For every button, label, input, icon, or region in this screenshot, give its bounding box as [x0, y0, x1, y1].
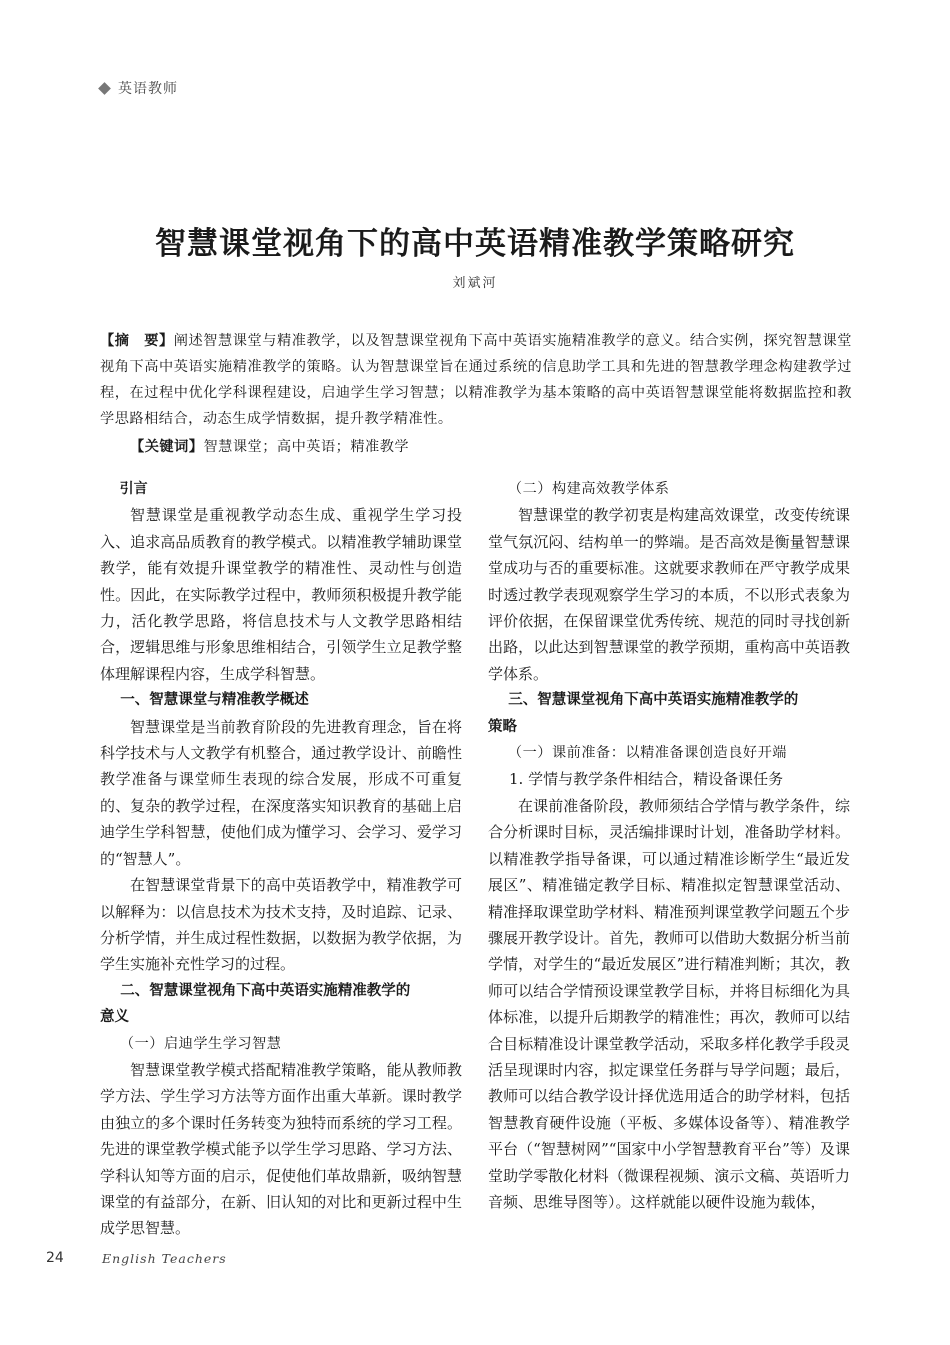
section-label: 英语教师 — [118, 81, 178, 97]
section1-paragraph-2: 在智慧课堂背景下的高中英语教学中，精准教学可以解释为：以信息技术为技术支持，及时追踪、记录、分析学情，并生成过程性数据，以数据为教学依据，为学生实施补充性学习的过程。 — [100, 876, 462, 974]
section2-heading: 二、智慧课堂视角下高中英语实施精准教学的 — [120, 982, 411, 999]
section2-subheading-1: （一）启迪学生学习智慧 — [119, 1035, 282, 1052]
section3-item-1: 1. 学情与教学条件相结合，精设备课任务 — [509, 770, 784, 789]
intro-paragraph: 智慧课堂是重视教学动态生成、重视学生学习投入、追求高品质教育的教学模式。以精准教学辅助课堂教学，能有效提升课堂教学的精准性、灵动性与创造性。因此，在实际教学过程中，教师须积极提升教学能力，活化教学思路，将信息技术与人文教学思路相结合，逻辑思维与形象思维相结合，引领学生立足教学整体理解课程内容，生成学科智慧。 — [100, 506, 462, 683]
section1-paragraph-1: 智慧课堂是当前教育阶段的先进教育理念，旨在将科学技术与人文教学有机整合，通过教学设计、前瞻性教学准备与课堂师生表现的综合发展，形成不可重复的、复杂的教学过程，在深度落实知识教育的基础上启迪学生学科智慧，使他们成为懂学习、会学习、爱学习的“智慧人”。 — [100, 717, 462, 868]
section2-heading-cont: 意义 — [100, 1009, 129, 1026]
section2-sub1-paragraph: 智慧课堂教学模式搭配精准教学策略，能从教师教学方法、学生学习方法等方面作出重大革新。课时教学由独立的多个课时任务转变为独特而系统的学习工程。先进的课堂教学模式能予以学生学习思路、学习方法、学科认知等方面的启示，促使他们革故鼎新，吸纳智慧课堂的有益部分，在新、旧认知的对比和更新过程中生成学思智慧。 — [100, 1060, 462, 1238]
abstract-label: 【摘 要】 — [100, 333, 174, 349]
abstract — [100, 328, 852, 432]
keywords-label: 【关键词】 — [130, 439, 204, 455]
section3-heading-cont: 策略 — [488, 718, 517, 735]
intro-heading: 引言 — [119, 481, 148, 497]
keywords-text: 智慧课堂；高中英语；精准教学 — [203, 439, 410, 455]
section3-subheading-1: （一）课前准备：以精准备课创造良好开端 — [507, 745, 787, 762]
page-number: 24 — [46, 1250, 64, 1266]
section3-sub1-paragraph: 在课前准备阶段，教师须结合学情与教学条件，综合分析课时目标，灵活编排课时计划，准备助学材料。以精准教学指导备课，可以通过精准诊断学生“最近发展区”、精准锚定教学目标、精准拟定智慧课堂活动、精准择取课堂助学材料、精准预判课堂教学问题五个步骤展开教学设计。首先，教师可以借助大数据分析当前学情，对学生的“最近发展区”进行精准判断；其次，教师可以结合学情预设课堂教学目标，并将目标细化为具体标准，以提升后期教学的精准性；再次，教师可以结合目标精准设计课堂教学活动，采取多样化教学手段灵活呈现课时内容，拟定课堂任务群与导学问题；最后，教师可以结合教学设计择优选用适合的助学材料，包括智慧教育硬件设施（平板、多媒体设备等）、精准教学平台（“智慧树网”“国家中小学智慧教育平台”等）及课堂助学零散化材料（微课程视频、演示文稿、英语听力音频、思维导图等）。这样就能以硬件设施为载体， — [488, 796, 850, 1211]
section3-heading: 三、智慧课堂视角下高中英语实施精准教学的 — [508, 692, 799, 709]
journal-name: English Teachers — [102, 1251, 227, 1266]
author-name: 刘斌河 — [452, 276, 498, 291]
left-column — [100, 476, 462, 1242]
section1-heading: 一、智慧课堂与精准教学概述 — [120, 692, 309, 709]
section2-sub2-paragraph: 智慧课堂的教学初衷是构建高效课堂，改变传统课堂气氛沉闷、结构单一的弊端。是否高效是衡量智慧课堂成功与否的重要标准。这就要求教师在严守教学成果时透过教学表现观察学生学习的本质，不以形式表象为评价依据，在保留课堂优秀传统、规范的同时寻找创新出路，以此达到智慧课堂的教学预期，重构高中英语教学体系。 — [488, 506, 850, 683]
section2-subheading-2: （二）构建高效教学体系 — [507, 481, 670, 497]
diamond-icon — [98, 82, 111, 95]
keywords — [130, 436, 409, 456]
article-title: 智慧课堂视角下的高中英语精准教学策略研究 — [155, 226, 795, 262]
right-column — [488, 476, 850, 1215]
section-header — [100, 78, 178, 98]
abstract-text: 阐述智慧课堂与精准教学，以及智慧课堂视角下高中英语实施精准教学的意义。结合实例，探究智慧课堂视角下高中英语实施精准教学的策略。认为智慧课堂旨在通过系统的信息助学工具和先进的智慧教学理念构建教学过程，在过程中优化学科课程建设，启迪学生学习智慧；以精准教学为基本策略的高中英语智慧课堂能将数据监控和教学思路相结合，动态生成学情数据，提升教学精准性。 — [100, 333, 852, 427]
